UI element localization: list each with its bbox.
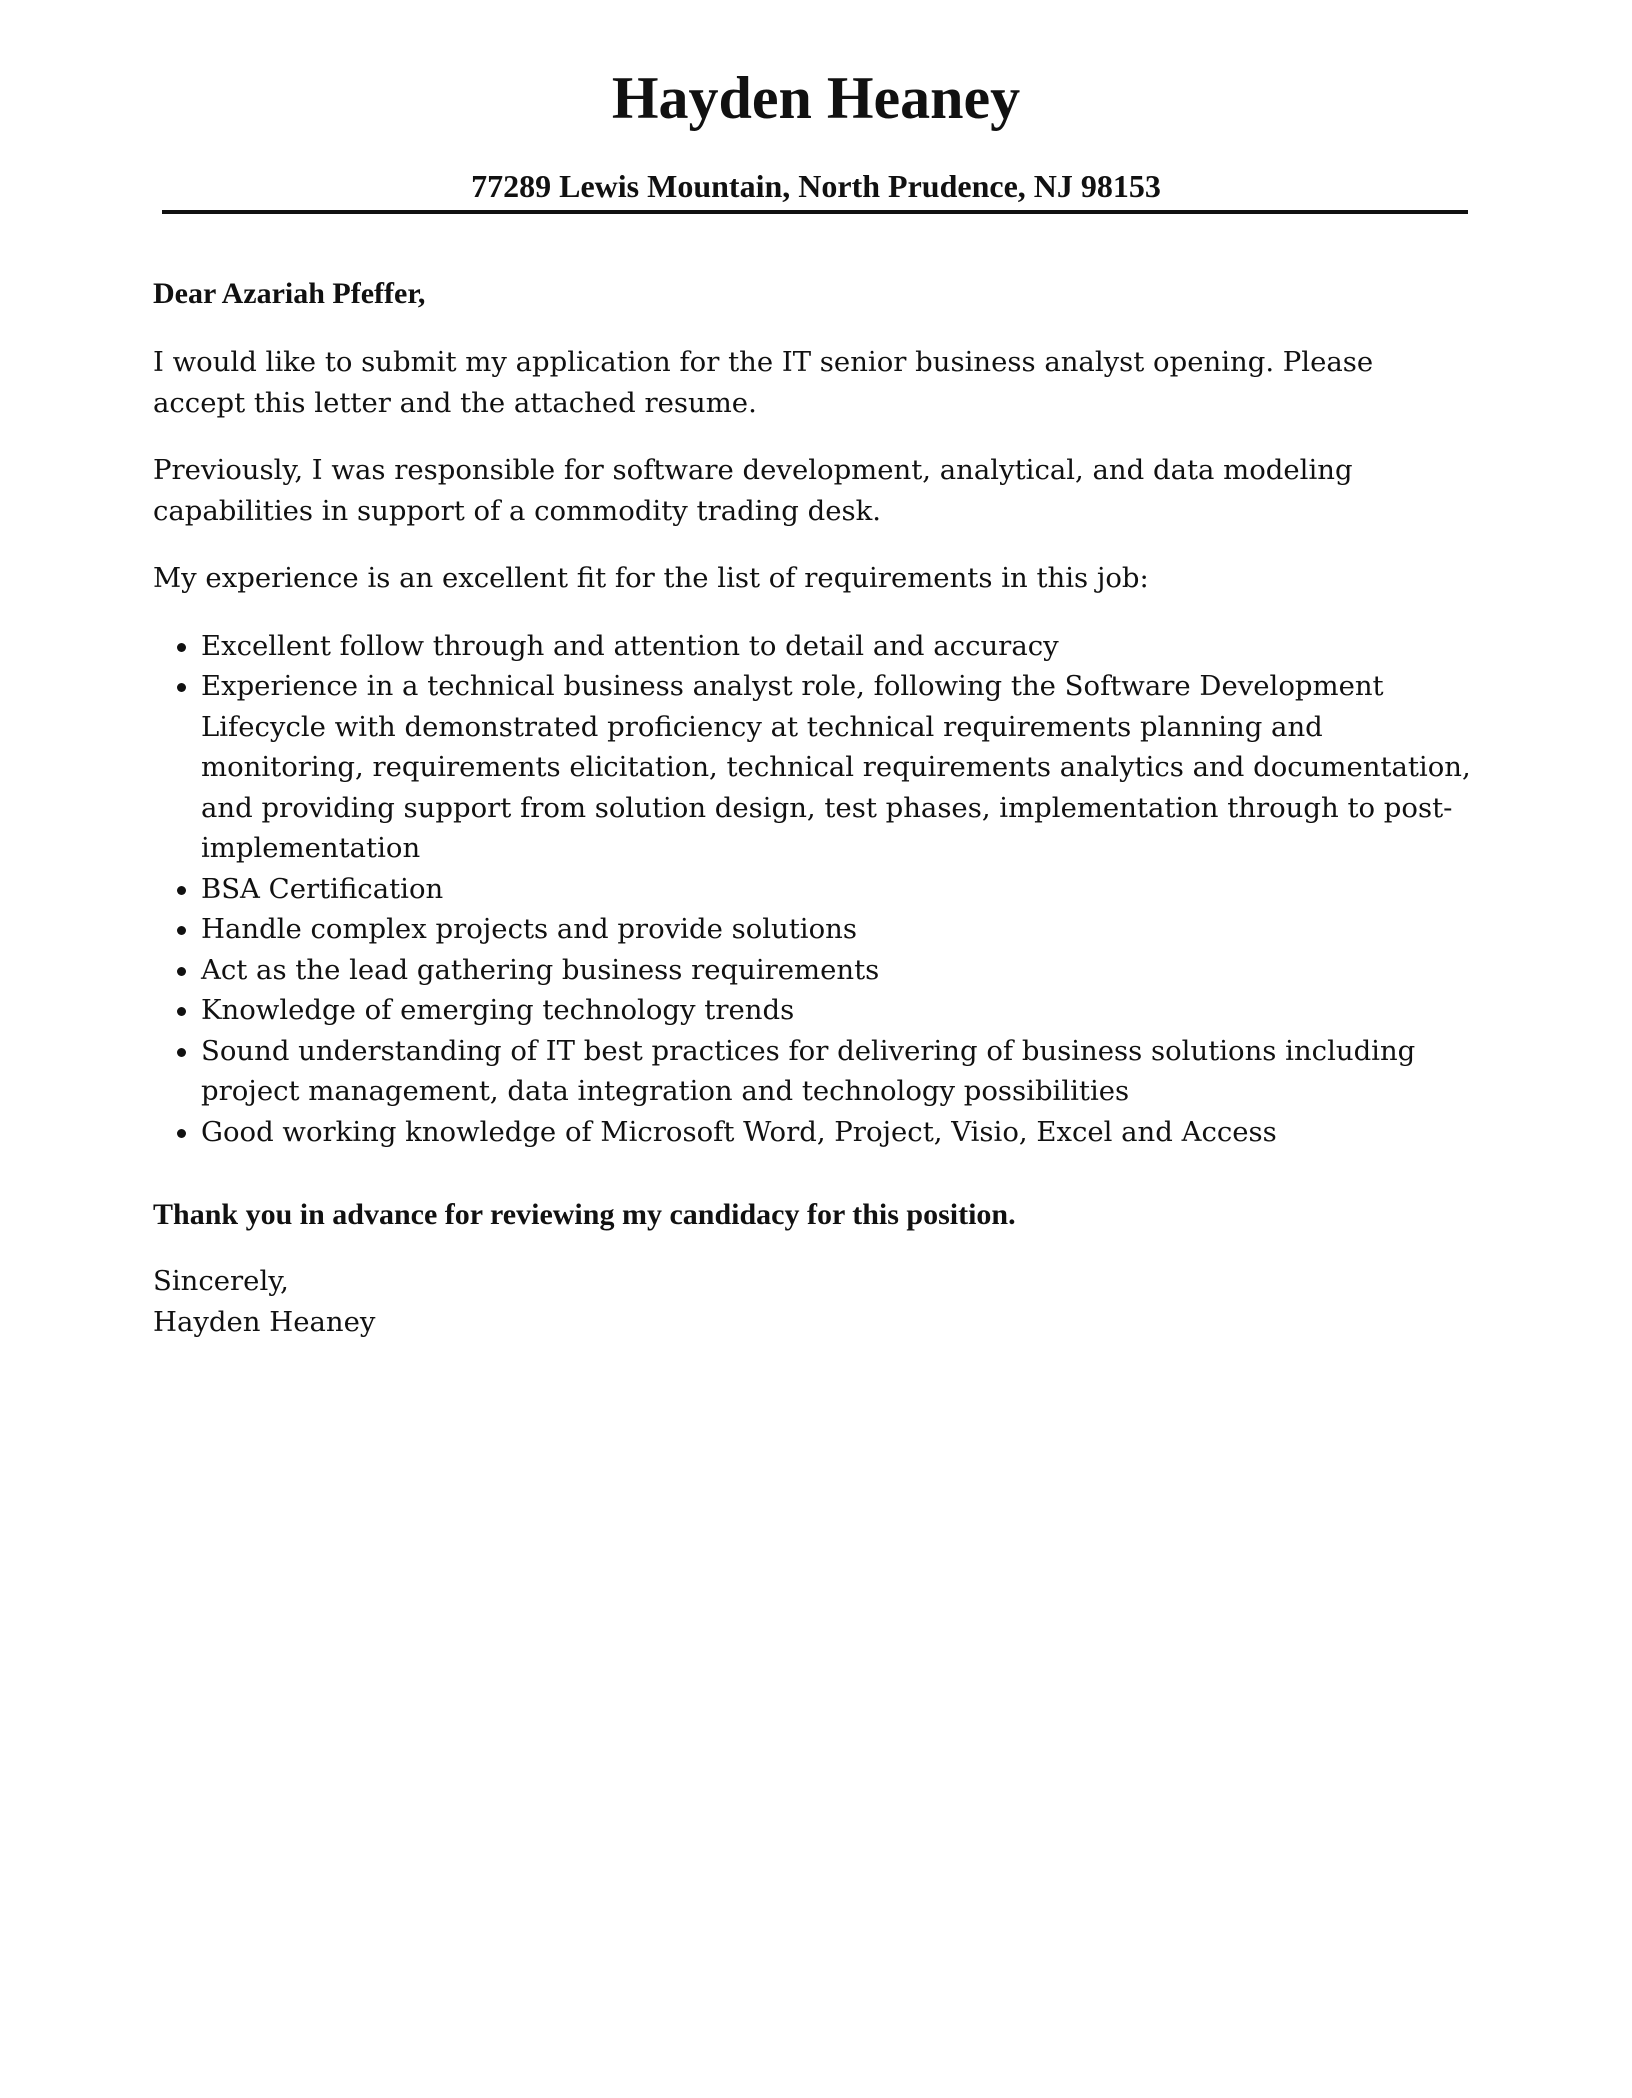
list-item (153, 869, 1473, 910)
list-item-text: Good working knowledge of Microsoft Word, Project, Visio, Excel and Access (201, 1115, 1277, 1148)
bullet-icon (177, 886, 186, 895)
bullet-icon (177, 1129, 186, 1138)
intro-paragraph: I would like to submit my application for the IT senior business analyst opening. Please accept this letter and the attached resume. (153, 346, 1374, 419)
experience-paragraph: Previously, I was responsible for software development, analytical, and data modeling capabilities in support of a commodity trading desk. (153, 454, 1353, 527)
list-item-text: Sound understanding of IT best practices for delivering of business solutions including project management, data integration and technology possibilities (201, 1034, 1416, 1107)
list-item-text: Handle complex projects and provide solutions (201, 913, 857, 945)
bullet-icon (177, 683, 186, 692)
bullet-icon (177, 967, 186, 976)
list-item (153, 1031, 1473, 1112)
requirements-intro: My experience is an excellent fit for the list of requirements in this job: (153, 562, 1149, 594)
applicant-name: Hayden Heaney (611, 65, 1021, 131)
list-item-text: BSA Certification (201, 872, 444, 905)
bullet-icon (177, 1007, 186, 1016)
bullet-icon (177, 926, 186, 935)
signoff: Sincerely, (153, 1265, 289, 1297)
list-item-text: Excellent follow through and attention to detail and accuracy (201, 629, 1059, 662)
applicant-address: 77289 Lewis Mountain, North Prudence, NJ 98153 (471, 168, 1161, 204)
list-item (153, 666, 1473, 869)
list-item (153, 626, 1473, 667)
list-item-text: Experience in a technical business analyst role, following the Software Development Lifecycle with demonstrated proficiency at technical requirements planning and monitoring, requirements elicitation, technical requirements analytics and documentation, and providing support from solution design, test phases, implementation through to post-implementation (201, 670, 1471, 864)
list-item-text: Knowledge of emerging technology trends (201, 994, 795, 1026)
letter-body (153, 274, 1473, 1342)
bullet-icon (177, 643, 186, 652)
list-item-text: Act as the lead gathering business requirements (201, 953, 880, 986)
list-item (153, 950, 1473, 991)
requirements-list (153, 626, 1473, 1153)
closing-statement: Thank you in advance for reviewing my candidacy for this position. (153, 1198, 1016, 1231)
list-item (153, 1112, 1473, 1153)
header-divider (162, 210, 1468, 214)
signature-name: Hayden Heaney (153, 1305, 376, 1338)
list-item (153, 909, 1473, 950)
list-item (153, 990, 1473, 1031)
bullet-icon (177, 1048, 186, 1057)
salutation: Dear Azariah Pfeffer, (153, 277, 426, 310)
